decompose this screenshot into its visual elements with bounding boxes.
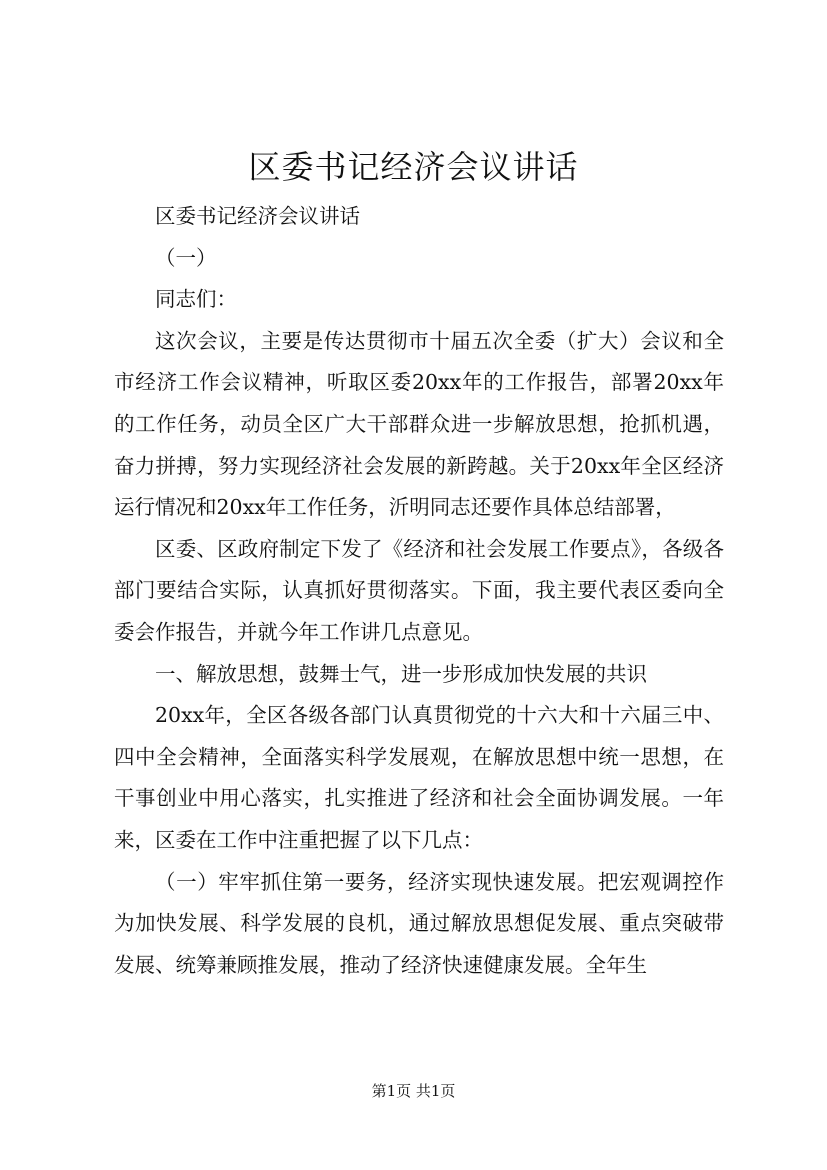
document-title: 区委书记经济会议讲话 bbox=[248, 148, 579, 186]
paragraph-text: 这次会议，主要是传达贯彻市十届五次全委（扩大）会议和全市经济工作会议精神，听取区委20xx年的工作报告，部署20xx年的工作任务，动员全区广大干部群众进一步解放思想，抢抓机遇，奋力拼搏，努力实现经济社会发展的新跨越。关于20xx年全区经济运行情况和20xx年工作任务，沂明同志还要作具体总结部署， bbox=[114, 328, 724, 520]
paragraph-text: 20xx年，全区各级各部门认真贯彻党的十六大和十六届三中、四中全会精神，全面落实科学发展观，在解放思想中统一思想，在干事创业中用心落实，扎实推进了经济和社会全面协调发展。一年来，区委在工作中注重把握了以下几点： bbox=[114, 703, 724, 852]
document-body bbox=[114, 196, 724, 986]
paragraph-subtitle: 区委书记经济会议讲话 bbox=[155, 204, 360, 228]
page-footer: 第1页 共1页 bbox=[371, 1082, 456, 1100]
paragraph-section-marker: （一） bbox=[155, 245, 217, 270]
paragraph-text: 区委、区政府制定下发了《经济和社会发展工作要点》，各级各部门要结合实际，认真抓好贯彻落实。下面，我主要代表区委向全委会作报告，并就今年工作讲几点意见。 bbox=[114, 536, 724, 644]
paragraph-heading: 一、解放思想，鼓舞士气，进一步形成加快发展的共识 bbox=[155, 661, 647, 686]
paragraph-salutation: 同志们： bbox=[155, 287, 237, 312]
paragraph-text: （一）牢牢抓住第一要务，经济实现快速发展。把宏观调控作为加快发展、科学发展的良机，通过解放思想促发展、重点突破带发展、统筹兼顾推发展，推动了经济快速健康发展。全年生 bbox=[114, 869, 724, 977]
